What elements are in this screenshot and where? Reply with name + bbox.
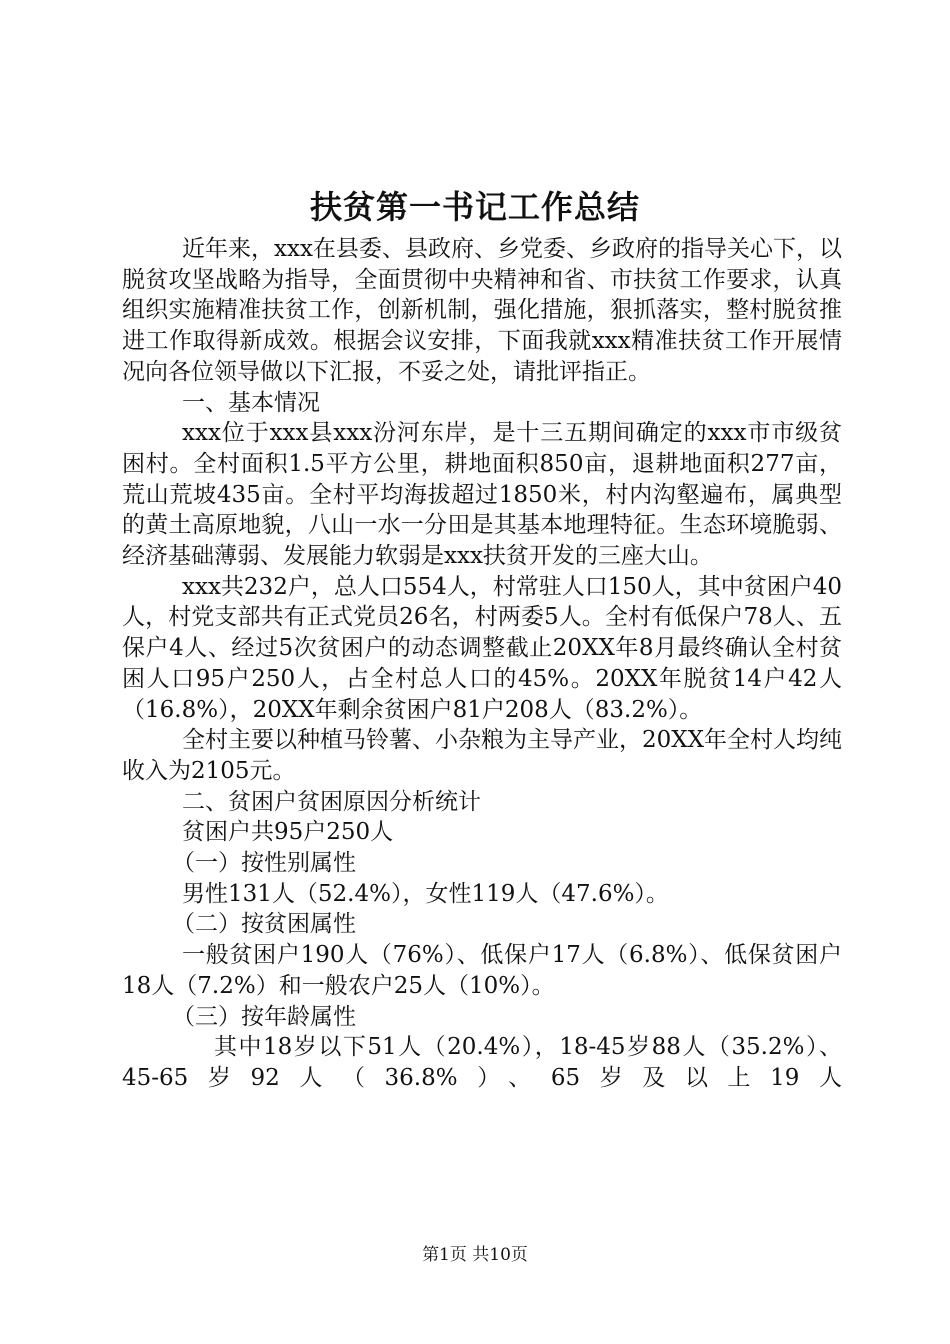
heading-basic-info: 一、基本情况 bbox=[182, 389, 320, 416]
page-footer: 第1页 共10页 bbox=[422, 1245, 528, 1265]
subheading-age: （三）按年龄属性 bbox=[172, 1003, 356, 1030]
paragraph-industry: 全村主要以种植马铃薯、小杂粮为主导产业，20XX年全村人均纯收入为2105元。 bbox=[122, 727, 843, 784]
subheading-poverty-type: （二）按贫困属性 bbox=[172, 911, 356, 938]
paragraph-intro: 近年来，xxx在县委、县政府、乡党委、乡政府的指导关心下，以脱贫攻坚战略为指导，全面贯彻中央精神和省、市扶贫工作要求，认真组织实施精准扶贫工作，创新机制，强化措施，狠抓落实，整村脱贫推进工作取得新成效。根据会议安排，下面我就xxx精准扶贫工作开展情况向各位领导做以下汇报，不妥之处，请批评指正。 bbox=[122, 236, 842, 385]
paragraph-age: 其中18岁以下51人（20.4%），18-45岁88人（35.2%）、45-65岁92人（36.8%）、65岁及以上19人 bbox=[122, 1034, 842, 1091]
paragraph-population: xxx共232户，总人口554人，村常驻人口150人，其中贫困户40人，村党支部共有正式党员26名，村两委5人。全村有低保户78人、五保户4人、经过5次贫困户的动态调整截止20XX年8月最终确认全村贫困人口95户250人，占全村总人口的45%。20XX年脱贫14户42人（16.8%），20XX年剩余贫困户81户208人（83.2%）。 bbox=[122, 573, 842, 723]
document-title: 扶贫第一书记工作总结 bbox=[309, 188, 640, 226]
paragraph-poverty-type: 一般贫困户190人（76%）、低保户17人（6.8%）、低保贫困户18人（7.2%）和一般农户25人（10%）。 bbox=[122, 942, 842, 999]
heading-poverty-analysis: 二、贫困户贫困原因分析统计 bbox=[182, 788, 481, 815]
document-body bbox=[122, 234, 842, 1094]
paragraph-geography: xxx位于xxx县xxx汾河东岸，是十三五期间确定的xxx市市级贫困村。全村面积1.5平方公里，耕地面积850亩，退耕地面积277亩，荒山荒坡435亩。全村平均海拔超过1850米，村内沟壑遍布，属典型的黄土高原地貌，八山一水一分田是其基本地理特征。生态环境脆弱、经济基础薄弱、发展能力软弱是xxx扶贫开发的三座大山。 bbox=[122, 420, 842, 570]
paragraph-gender: 男性131人（52.4%），女性119人（47.6%）。 bbox=[182, 880, 669, 907]
paragraph-poverty-total: 贫困户共95户250人 bbox=[182, 819, 394, 846]
subheading-gender: （一）按性别属性 bbox=[172, 850, 356, 877]
